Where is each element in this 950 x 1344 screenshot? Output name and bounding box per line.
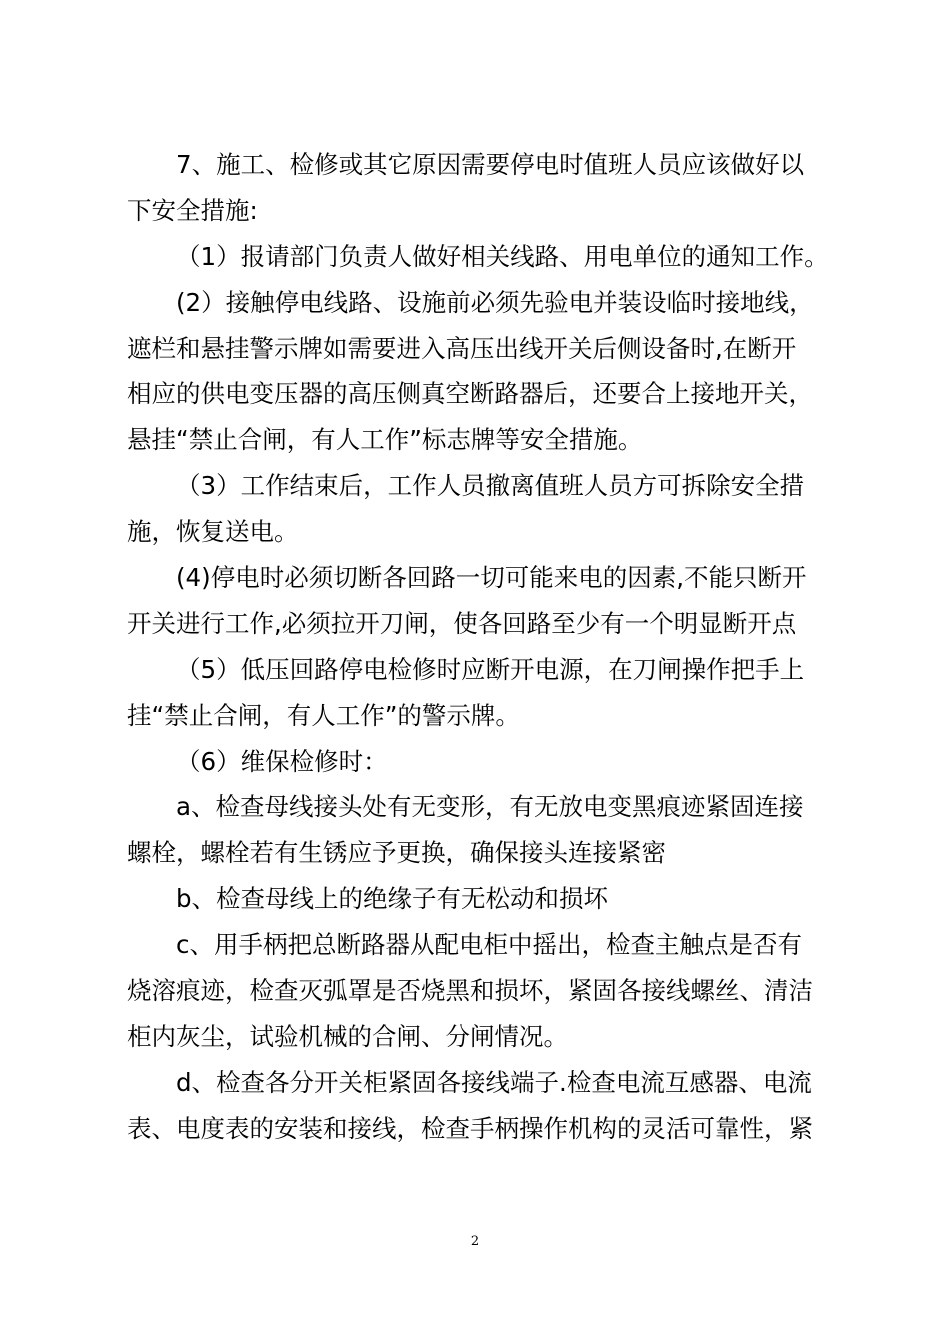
text-line: b、检查母线上的绝缘子有无松动和损坏 xyxy=(176,884,609,914)
text-line: a、检查母线接头处有无变形，有无放电变黑痕迹紧固连接 xyxy=(176,792,804,822)
text-line: 开关进行工作,必须拉开刀闸，使各回路至少有一个明显断开点 xyxy=(127,608,797,638)
text-line: （1）报请部门负责人做好相关线路、用电单位的通知工作。 xyxy=(176,241,829,271)
page-number: 2 xyxy=(470,1234,480,1249)
text-line: 柜内灰尘，试验机械的合闸、分闸情况。 xyxy=(127,1021,568,1051)
text-line: c、用手柄把总断路器从配电柜中摇出，检查主触点是否有 xyxy=(176,930,802,960)
text-line: 螺栓，螺栓若有生锈应予更换，确保接头连接紧密 xyxy=(127,838,666,868)
text-line: 挂“禁止合闸，有人工作”的警示牌。 xyxy=(127,700,520,730)
text-line: 下安全措施: xyxy=(127,195,258,225)
text-line: （6）维保检修时： xyxy=(176,746,388,776)
text-line: （3）工作结束后，工作人员撤离值班人员方可拆除安全措 xyxy=(176,471,805,501)
text-line: 遮栏和悬挂警示牌如需要进入高压出线开关后侧设备时,在断开 xyxy=(127,333,797,363)
text-line: 悬挂“禁止合闸，有人工作”标志牌等安全措施。 xyxy=(127,425,643,455)
text-line: (4)停电时必须切断各回路一切可能来电的因素,不能只断开 xyxy=(176,563,807,593)
text-line: 7、施工、检修或其它原因需要停电时值班人员应该做好以 xyxy=(176,150,805,179)
text-line: 表、电度表的安装和接线，检查手柄操作机构的灵活可靠性，紧 xyxy=(127,1113,813,1143)
text-line: (2）接触停电线路、设施前必须先验电并装设临时接地线， xyxy=(176,287,814,317)
text-line: 施，恢复送电。 xyxy=(127,517,299,547)
body-text xyxy=(127,142,847,1152)
text-line: 烧溶痕迹，检查灭弧罩是否烧黑和损坏，紧固各接线螺丝、清洁 xyxy=(127,976,813,1006)
text-line: d、检查各分开关柜紧固各接线端子.检查电流互感器、电流 xyxy=(176,1067,812,1097)
text-line: （5）低压回路停电检修时应断开电源，在刀闸操作把手上 xyxy=(176,654,805,684)
text-line: 相应的供电变压器的高压侧真空断路器后，还要合上接地开关， xyxy=(127,379,813,409)
